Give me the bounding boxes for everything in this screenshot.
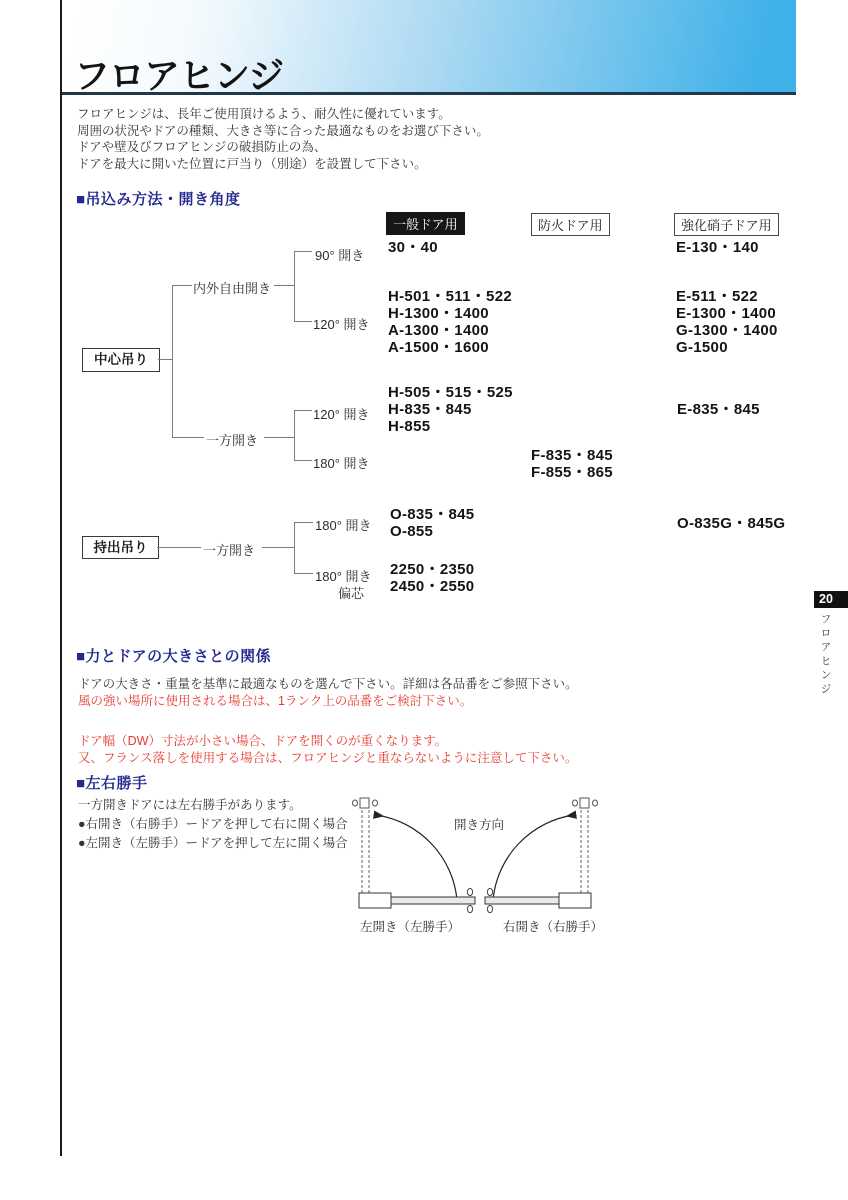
branch-180deg: 180° 開き — [315, 569, 372, 584]
tree-connector-line — [157, 547, 201, 548]
diagram-direction-label: 開き方向 — [454, 818, 505, 832]
product-list-general-180-offset — [390, 506, 474, 540]
tree-connector-line — [294, 573, 313, 574]
door-swing-diagram — [350, 788, 605, 943]
section-heading-handing: ■左右勝手 — [76, 775, 148, 792]
section-heading-power: ■力とドアの大きさとの関係 — [76, 648, 272, 665]
product-list-general-120-oneway — [388, 384, 513, 435]
left-page-rule — [60, 0, 62, 1156]
intro-line: ドアを最大に開いた位置に戸当り（別途）を設置して下さい。 — [77, 156, 427, 171]
product-model: E-511・522 — [676, 288, 758, 305]
swing-arc-right — [493, 815, 574, 900]
intro-line: 周囲の状況やドアの種類、大きさ等に合った最適なものをお選び下さい。 — [77, 123, 489, 138]
tree-connector-line — [172, 437, 204, 438]
power-note-red: 風の強い場所に使用される場合は、1ランク上の品番をご検討下さい。 — [78, 694, 473, 708]
section-heading-hanging: ■吊込み方法・開き角度 — [76, 191, 241, 208]
product-list-fire-180 — [531, 447, 613, 481]
tree-connector-line — [294, 251, 312, 252]
tree-connector-line — [294, 460, 312, 461]
branch-free-swing: 内外自由開き — [193, 281, 272, 296]
branch-one-way: 一方開き — [206, 433, 259, 448]
column-header-general-door: 一般ドア用 — [386, 212, 465, 235]
product-model: H-505・515・525 — [388, 384, 513, 401]
handing-bullet-left: ●左開き（左勝手）ードアを押して左に開く場合 — [78, 836, 348, 850]
branch-one-way: 一方開き — [203, 543, 256, 558]
product-model: H-1300・1400 — [388, 305, 489, 322]
tree-connector-line — [172, 285, 173, 437]
tree-connector-line — [294, 321, 312, 322]
product-model: H-501・511・522 — [388, 288, 512, 305]
power-note-red: 又、フランス落しを使用する場合は、フロアヒンジと重ならないように注意して下さい。 — [78, 751, 578, 765]
product-model: G-1500 — [676, 339, 728, 356]
product-model: 2450・2550 — [390, 578, 475, 595]
product-model: A-1300・1400 — [388, 322, 489, 339]
tree-connector-line — [264, 437, 294, 438]
product-model: 2250・2350 — [390, 561, 475, 578]
tree-connector-line — [262, 547, 294, 548]
side-tab-category-label: フロアヒンジ — [819, 613, 831, 697]
handing-bullet-right: ●右開き（右勝手）ードアを押して右に開く場合 — [78, 817, 348, 831]
column-header-tempered-glass-door: 強化硝子ドア用 — [674, 213, 779, 236]
branch-120deg: 120° 開き — [313, 317, 370, 332]
product-list-general-180-eccentric — [390, 561, 474, 595]
product-list-glass-90: E-130・140 — [676, 239, 759, 256]
diagram-left-door-label: 左開き（左勝手） — [360, 920, 461, 934]
tree-connector-line — [274, 285, 294, 286]
branch-120deg: 120° 開き — [313, 407, 370, 422]
tree-connector-line — [172, 285, 192, 286]
product-model: H-855 — [388, 418, 431, 435]
tree-connector-line — [294, 251, 295, 322]
floor-hinge-case-icon — [359, 893, 391, 908]
tree-connector-line — [294, 410, 295, 460]
product-model: O-835・845 — [390, 506, 475, 523]
page-number-tab: 20 — [814, 591, 848, 608]
open-latch-icon — [573, 798, 598, 808]
power-note-black: ドアの大きさ・重量を基準に最適なものを選んで下さい。詳細は各品番をご参照下さい。 — [78, 677, 578, 691]
page-title: フロアヒンジ — [74, 55, 284, 96]
floor-hinge-case-icon — [559, 893, 591, 908]
product-model: O-855 — [390, 523, 434, 540]
tree-root-center-hung: 中心吊り — [82, 348, 160, 372]
branch-180deg: 180° 開き — [315, 518, 372, 533]
intro-line: フロアヒンジは、長年ご使用頂けるよう、耐久性に優れています。 — [77, 107, 451, 121]
branch-90deg: 90° 開き — [315, 248, 365, 263]
intro-line: ドアや壁及びフロアヒンジの破損防止の為、 — [77, 140, 327, 154]
swing-arc-left — [376, 815, 457, 900]
tree-root-offset-hung: 持出吊り — [82, 536, 159, 559]
column-header-fire-door: 防火ドア用 — [531, 213, 610, 236]
tree-connector-line — [158, 359, 172, 360]
branch-eccentric: 偏芯 — [338, 586, 365, 601]
tree-connector-line — [294, 410, 312, 411]
product-list-glass-120-oneway: E-835・845 — [677, 401, 760, 418]
open-latch-icon — [353, 798, 378, 808]
tree-connector-line — [294, 522, 295, 573]
product-model: E-1300・1400 — [676, 305, 777, 322]
product-model: H-835・845 — [388, 401, 472, 418]
product-model: A-1500・1600 — [388, 339, 489, 356]
product-list-glass-180-offset: O-835G・845G — [677, 515, 786, 532]
intro-paragraph — [77, 106, 489, 172]
product-model: F-835・845 — [531, 447, 613, 464]
tree-connector-line — [294, 522, 313, 523]
handing-intro: 一方開きドアには左右勝手があります。 — [78, 798, 302, 812]
power-note-red: ドア幅（DW）寸法が小さい場合、ドアを開くのが重くなります。 — [78, 734, 448, 748]
product-model: F-855・865 — [531, 464, 613, 481]
product-list-general-120-free — [388, 288, 512, 356]
branch-180deg: 180° 開き — [313, 456, 370, 471]
diagram-right-door-label: 右開き（右勝手） — [503, 920, 604, 934]
product-list-glass-120-free — [676, 288, 778, 356]
product-model: G-1300・1400 — [676, 322, 778, 339]
product-list-general-90: 30・40 — [388, 239, 438, 256]
